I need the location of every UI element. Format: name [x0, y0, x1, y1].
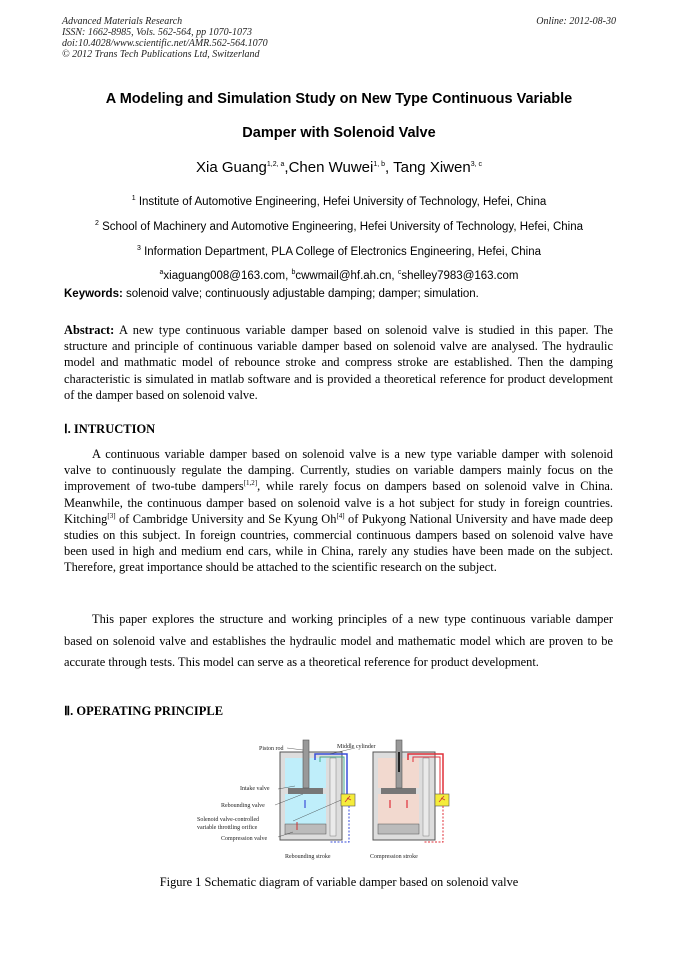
- doi-line: doi:10.4028/www.scientific.net/AMR.562-564.1070: [62, 38, 268, 49]
- journal-name: Advanced Materials Research: [62, 16, 183, 27]
- author-name: Tang Xiwen: [393, 159, 471, 176]
- base-valve: [378, 824, 419, 834]
- label-rebounding-stroke: Rebounding stroke: [285, 854, 331, 860]
- solenoid-valve: [341, 794, 355, 806]
- affiliation-sup: 3: [136, 245, 141, 253]
- citation[interactable]: [4]: [336, 511, 345, 520]
- author-name: Chen Wuwei: [288, 159, 374, 176]
- email-sup: c: [397, 269, 402, 277]
- section-heading-introduction: Ⅰ. INTRUCTION: [64, 422, 156, 436]
- text-run: , while rarely focus on dampers based on solenoid valve in China. Meanwhile, the continuous damper based on solenoid valve is a hot subject for study in foreign countries. Kitching: [64, 479, 613, 526]
- affiliation-sup: 2: [94, 220, 99, 228]
- author-sup: 1, b: [373, 161, 386, 168]
- affiliation-3: [30, 246, 648, 258]
- abstract-text: A new type continuous variable damper based on solenoid valve is studied in this paper. The structure and principle of continuous variable damper based on solenoid valve are analysed. The hydraulic model and mathmatic model of rebounce stroke and compress stroke are established. Then the damping characteristic is simulated in matlab software and is provided a theoretical reference for product development of the damper based on solenoid valve.: [64, 323, 613, 402]
- author-list: [40, 159, 638, 176]
- figure-1-schematic: [195, 738, 485, 866]
- keywords-text: solenoid valve; continuously adjustable damping; damper; simulation.: [122, 288, 479, 300]
- affiliation-1: [30, 196, 648, 208]
- email-link[interactable]: xiaguang008@163.com,: [163, 270, 292, 282]
- running-header: [62, 16, 268, 60]
- citation[interactable]: [3]: [107, 511, 116, 520]
- email-link[interactable]: shelley7983@163.com: [401, 270, 519, 282]
- piston-rod: [303, 740, 309, 788]
- compression-damper-drawing: [373, 740, 449, 842]
- paper-title-line-1: A Modeling and Simulation Study on New Type Continuous Variable: [105, 91, 573, 107]
- text-run: of Cambridge University and Se Kyung Oh: [115, 511, 337, 526]
- label-rebounding-valve: Rebounding valve: [221, 803, 265, 809]
- label-compression-valve: Compression valve: [221, 836, 268, 842]
- abstract-label: Abstract:: [64, 323, 115, 337]
- email-link[interactable]: cwwmail@hf.ah.cn,: [295, 270, 398, 282]
- author-sup: 3, c: [470, 161, 482, 168]
- affiliation-text: Institute of Automotive Engineering, Hefei University of Technology, Hefei, China: [138, 196, 547, 208]
- affiliation-2: [30, 221, 648, 233]
- section-heading-operating-principle: Ⅱ. OPERATING PRINCIPLE: [64, 704, 224, 718]
- solenoid-valve: [435, 794, 449, 806]
- email-line: [30, 270, 648, 282]
- label-solenoid-line-2: variable throttling orifice: [197, 825, 258, 831]
- rebounding-damper-drawing: [280, 740, 355, 842]
- text-run: of Pukyong National University and have made deep studies on this subject. In foreign countries, commercial continuous dampers based on solenoid valve have been used in high and medium end cars, while in China, rarely any studies have been made on the subject. Therefore, great importance should be attached to the scientific research on the subject.: [64, 511, 613, 575]
- email-sup: b: [291, 269, 296, 277]
- label-intake-valve: Intake valve: [240, 786, 270, 792]
- author-sup: 1,2, a: [266, 161, 285, 168]
- paragraph-text: This paper explores the structure and working principles of a new type continuous variable damper based on solenoid valve and establishes the hydraulic model and mathematic model which are proven to be accurate through tests. This model can serve as a theoretical reference for product development.: [64, 612, 613, 670]
- email-sup: a: [159, 269, 164, 277]
- author-separator: ,: [284, 159, 289, 176]
- piston: [288, 788, 323, 794]
- online-date: Online: 2012-08-30: [536, 16, 616, 27]
- author-separator: ,: [385, 159, 394, 176]
- keywords: [64, 288, 479, 300]
- affiliation-text: School of Machinery and Automotive Engineering, Hefei University of Technology, Hefei, China: [102, 221, 584, 233]
- label-piston-rod: Piston rod: [259, 746, 284, 752]
- paper-title-line-2: Damper with Solenoid Valve: [242, 125, 436, 141]
- issn-line: ISSN: 1662-8985, Vols. 562-564, pp 1070-1073: [62, 27, 252, 38]
- text-run: A continuous variable damper based on solenoid valve is a new type variable damper with solenoid valve to continuously regulate the damping. Currently, studies on variable dampers mainly focus on the improvement of two-tube dampers: [64, 447, 613, 494]
- piston: [381, 788, 416, 794]
- intro-paragraph-1: [64, 446, 613, 576]
- keywords-label: Keywords:: [64, 288, 123, 300]
- oil-chamber-lower: [378, 794, 419, 824]
- affiliation-sup: 1: [131, 195, 136, 203]
- label-solenoid-line-1: Solenoid valve-controlled: [197, 817, 260, 823]
- label-middle-cylinder: Middle cylinder: [337, 744, 376, 750]
- author-name: Xia Guang: [196, 159, 267, 176]
- affiliation-text: Information Department, PLA College of Electronics Engineering, Hefei, China: [144, 246, 542, 258]
- figure-caption: Figure 1 Schematic diagram of variable damper based on solenoid valve: [159, 875, 519, 889]
- abstract: [64, 322, 613, 403]
- citation[interactable]: [1,2]: [243, 479, 258, 488]
- intro-paragraph-2: [64, 609, 613, 674]
- label-compression-stroke: Compression stroke: [370, 854, 418, 860]
- copyright-line: © 2012 Trans Tech Publications Ltd, Switzerland: [62, 49, 260, 60]
